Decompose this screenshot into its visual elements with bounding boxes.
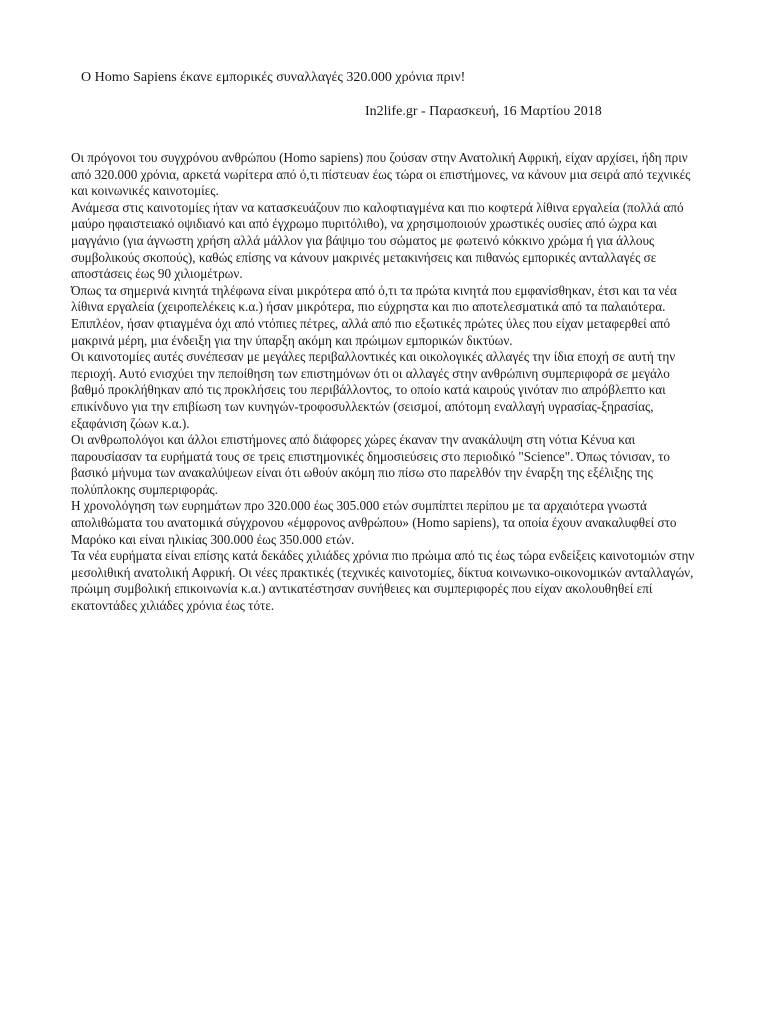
paragraph-3: Όπως τα σημερινά κινητά τηλέφωνα είναι μικρότερα από ό,τι τα πρώτα κινητά που εμφανίσθηκαν, έτσι και τα νέα λίθινα εργαλεία (χειροπελέκεις κ.α.) ήσαν μικρότερα, πιο εύχρηστα και πιο αποτελεσματικά από τα παλαιότερα. Επιπλέον, ήσαν φτιαγμένα όχι από ντόπιες πέτρες, αλλά από πιο εξωτικές πρώτες ύλες που είχαν μεταφερθεί από μακρινά μέρη, μια ένδειξη για την ύπαρξη ακόμη και πρώιμων εμπορικών δικτύων. <box>71 282 677 348</box>
source-date-line: In2life.gr - Παρασκευή, 16 Μαρτίου 2018 <box>365 104 602 119</box>
paragraph-5: Οι ανθρωπολόγοι και άλλοι επιστήμονες από διάφορες χώρες έκαναν την ανακάλυψη στη νότια Κένυα και παρουσίασαν τα ευρήματά τους σε τρεις επιστημονικές δημοσιεύσεις στο περιοδικό "Science". Όπως τόνισαν, το βασικό μήνυμα των ανακαλύψεων είναι ότι ωθούν ακόμη πιο πίσω στο παρελθόν την έναρξη της εξέλιξης της πολύπλοκης συμπεριφοράς. <box>71 432 671 497</box>
paragraph-6: Η χρονολόγηση των ευρημάτων προ 320.000 έως 305.000 ετών συμπίπτει περίπου με τα αρχαιότερα γνωστά απολιθώματα του ανατομικά σύγχρονου «έμφρονος ανθρώπου» (Homo sapiens), τα οποία έχουν ανακαλυφθεί στο Μαρόκο και είναι ηλικίας 300.000 έως 350.000 ετών. <box>71 498 677 547</box>
paragraph-2: Ανάμεσα στις καινοτομίες ήταν να κατασκευάζουν πιο καλοφτιαγμένα και πιο κοφτερά λίθινα εργαλεία (πολλά από μαύρο ηφαιστειακό οψιδιανό και από έγχρωμο πυριτόλιθο), να χρησιμοποιούν χρωστικές ουσίες από ώχρα και μαγγάνιο (για άγνωστη χρήση αλλά μάλλον για βάψιμο του σώματος με φωτεινό κόκκινο χρώμα ή για άλλους συμβολικούς σκοπούς), καθώς επίσης να κάνουν μακρινές μετακινήσεις και πιθανώς εμπορικές ανταλλαγές σε αποστάσεις έως 90 χιλιομέτρων. <box>71 199 684 282</box>
article-body <box>71 150 695 615</box>
paragraph-1: Οι πρόγονοι του συγχρόνου ανθρώπου (Homo sapiens) που ζούσαν στην Ανατολική Αφρική, είχαν αρχίσει, ήδη πριν από 320.000 χρόνια, αρκετά νωρίτερα από ό,τι πίστευαν έως τώρα οι επιστήμονες, να κάνουν μια σειρά από τεχνικές και κοινωνικές καινοτομίες. <box>71 150 691 199</box>
paragraph-7: Τα νέα ευρήματα είναι επίσης κατά δεκάδες χιλιάδες χρόνια πιο πρώιμα από τις έως τώρα ενδείξεις καινοτομιών στην μεσολιθική ανατολική Αφρική. Οι νέες πρακτικές (τεχνικές καινοτομίες, δίκτυα κοινωνικο-οικονομικών ανταλλαγών, πρώιμη συμβολική επικοινωνία κ.α.) αντικατέστησαν συνήθειες και συμπεριφορές που είχαν ακολουθηθεί επί εκατοντάδες χιλιάδες χρόνια έως τότε. <box>71 548 695 614</box>
paragraph-4: Οι καινοτομίες αυτές συνέπεσαν με μεγάλες περιβαλλοντικές και οικολογικές αλλαγές την ίδια εποχή σε αυτή την περιοχή. Αυτό ενισχύει την πεποίθηση των επιστημόνων ότι οι αλλαγές στην ανθρώπινη συμπεριφορά σε μεγάλο βαθμό προκλήθηκαν από τις προκλήσεις του περιβάλλοντος, το οποίο κατά καιρούς γινόταν πιο απρόβλεπτο και επικίνδυνο για την επιβίωση των κυνηγών-τροφοσυλλεκτών (σεισμοί, απότομη εναλλαγή υγρασίας-ξηρασίας, εξαφάνιση ζώων κ.α.). <box>71 349 676 431</box>
document-title: O Homo Sapiens έκανε εμπορικές συναλλαγές 320.000 χρόνια πριν! <box>81 70 466 85</box>
